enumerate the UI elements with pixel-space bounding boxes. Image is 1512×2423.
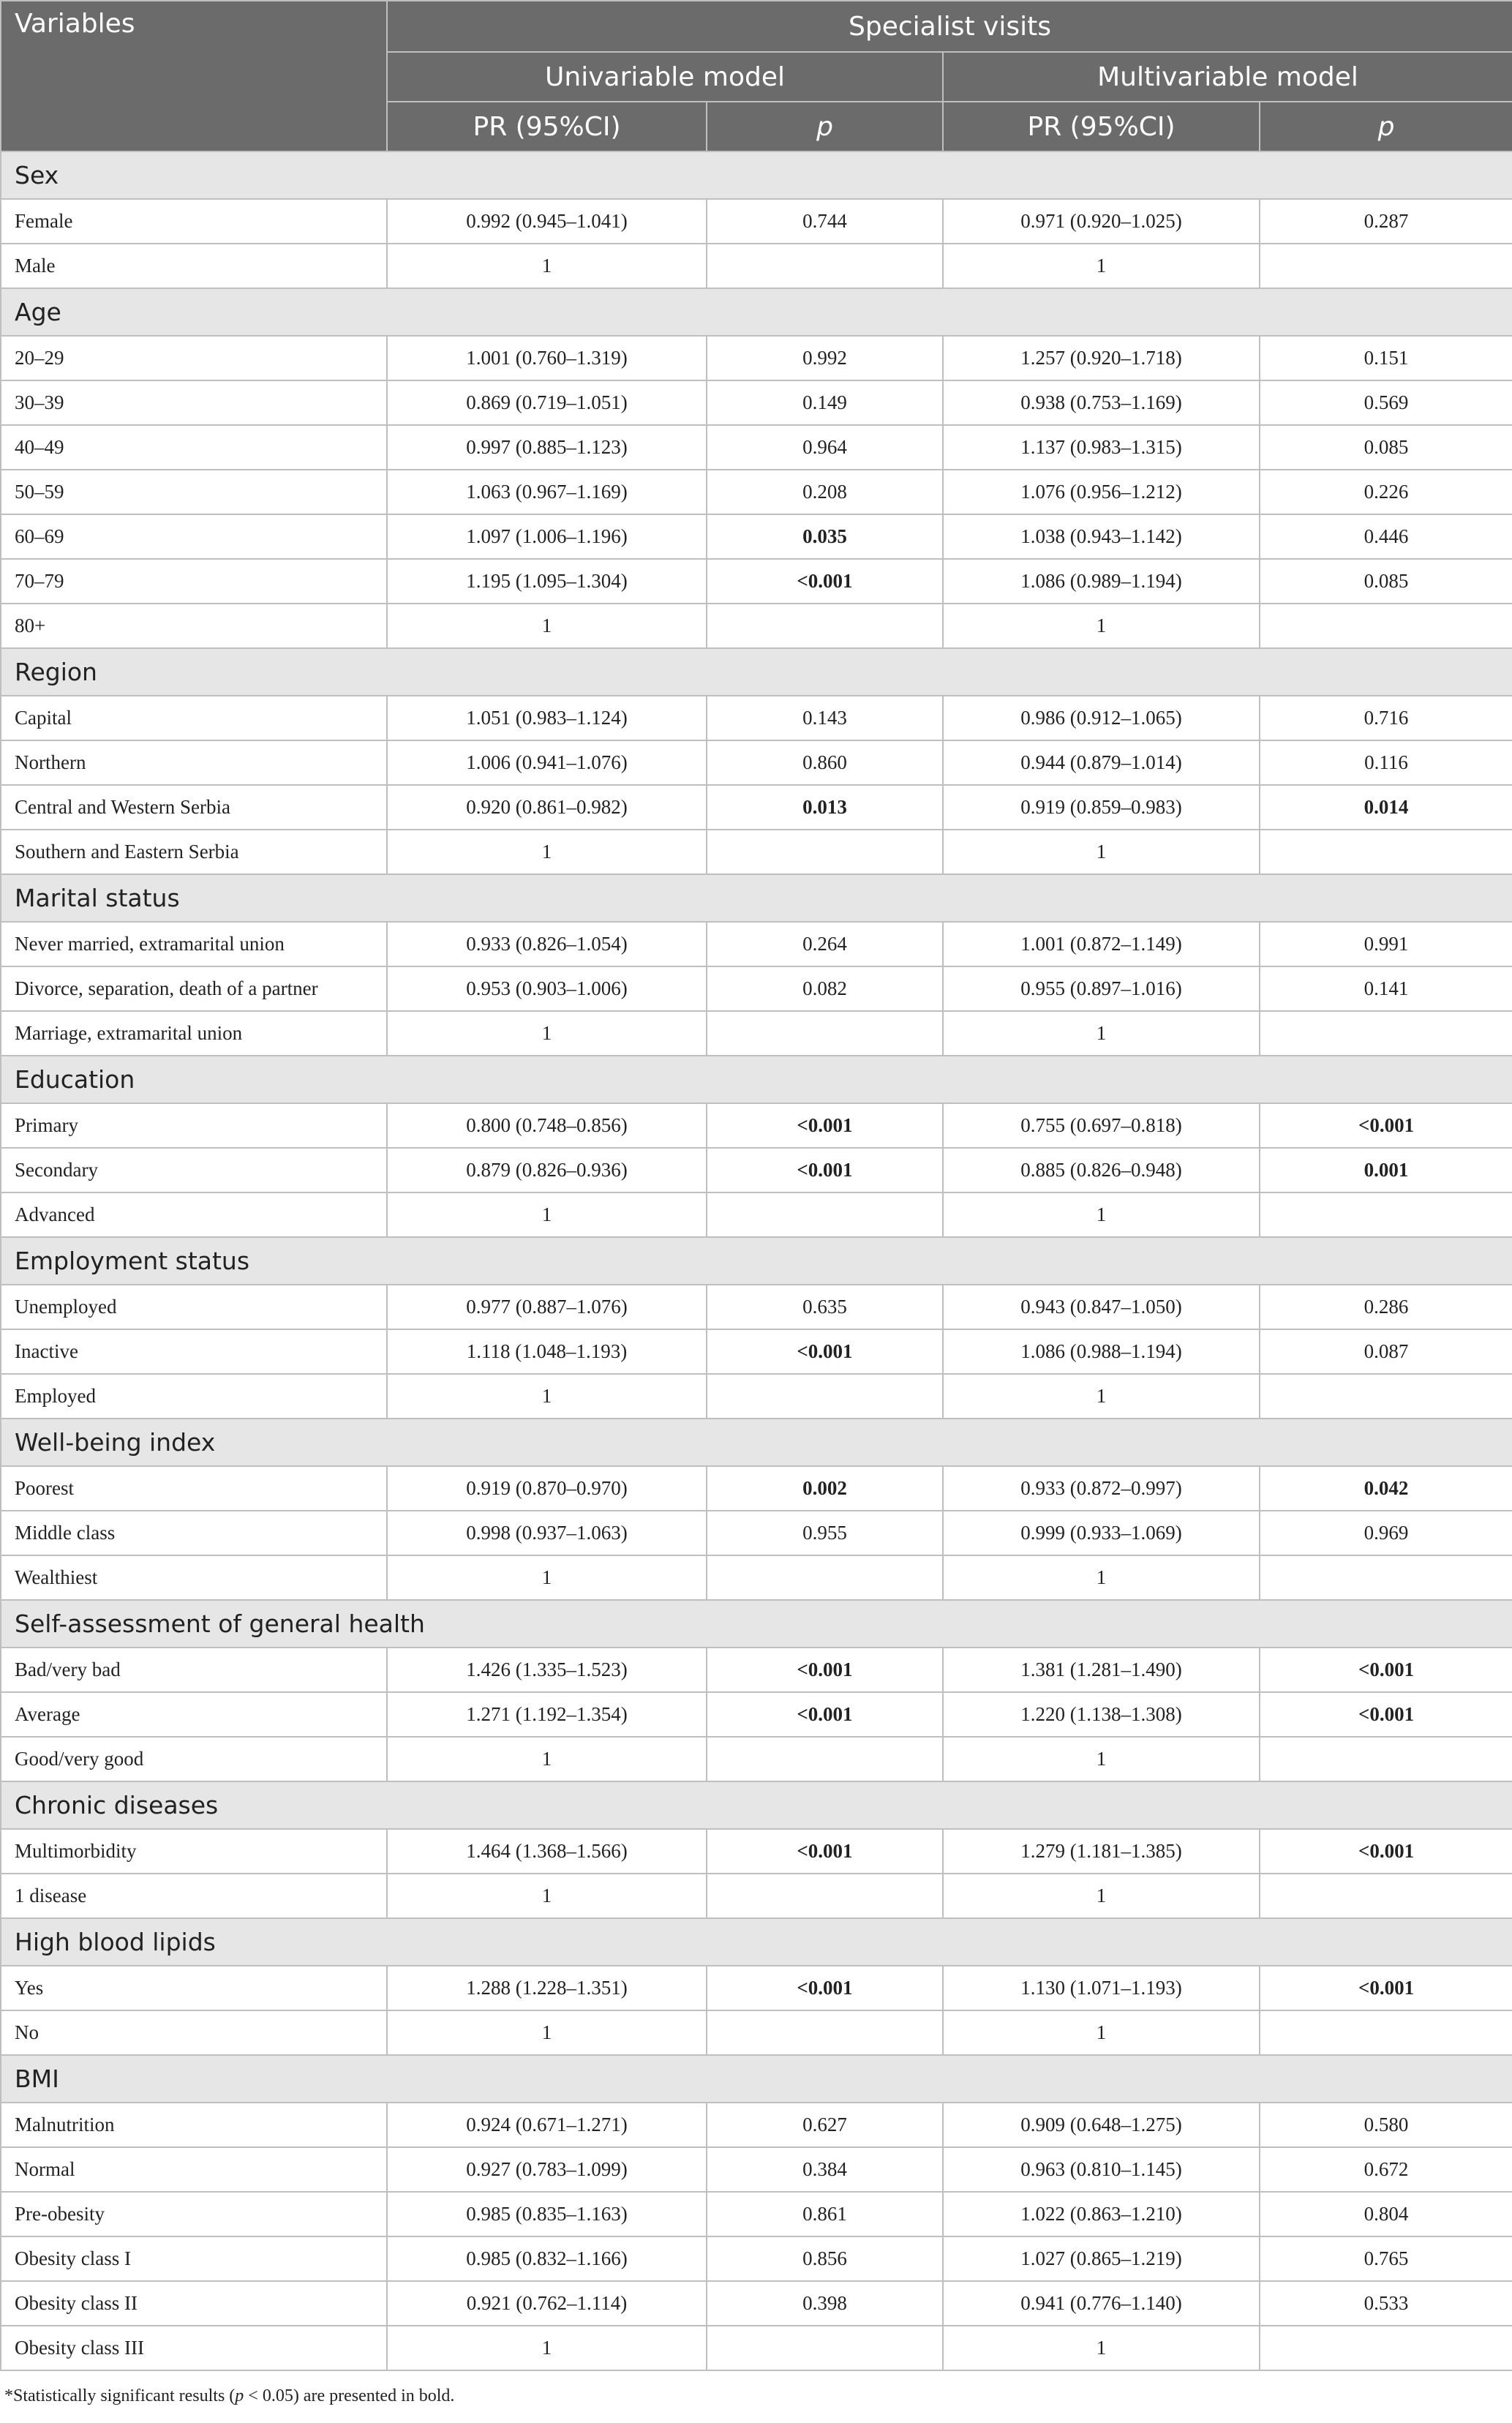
row-label: Central and Western Serbia [1,785,387,830]
row-label: Unemployed [1,1285,387,1329]
row-label: Divorce, separation, death of a partner [1,966,387,1011]
univariable-pr-cell: 1.426 (1.335–1.523) [387,1648,707,1692]
table-row [1,1692,1512,1737]
multivariable-pr-cell: 0.963 (0.810–1.145) [943,2147,1260,2192]
header-univariable: Univariable model [387,52,943,102]
multivariable-p-cell: 0.151 [1260,336,1512,380]
multivariable-pr-cell: 1.220 (1.138–1.308) [943,1692,1260,1737]
multivariable-pr-cell: 1.279 (1.181–1.385) [943,1829,1260,1874]
header-multivariable-pr: PR (95%CI) [943,102,1260,151]
row-label: Inactive [1,1329,387,1374]
multivariable-pr-cell: 1.038 (0.943–1.142) [943,514,1260,559]
multivariable-pr-cell: 0.885 (0.826–0.948) [943,1148,1260,1192]
multivariable-p-cell: 0.226 [1260,470,1512,514]
univariable-p-cell: 0.264 [707,922,943,966]
univariable-p-cell [707,244,943,288]
multivariable-pr-cell: 0.943 (0.847–1.050) [943,1285,1260,1329]
multivariable-p-cell: 0.672 [1260,2147,1512,2192]
footnote [4,2386,454,2406]
table-row [1,1148,1512,1192]
row-label: Employed [1,1374,387,1419]
group-title: Chronic diseases [1,1781,1512,1829]
group-title: Region [1,648,1512,696]
table-row [1,1555,1512,1600]
univariable-p-cell: 0.208 [707,470,943,514]
multivariable-p-cell: 0.085 [1260,559,1512,604]
multivariable-p-cell [1260,1192,1512,1237]
row-label: Bad/very bad [1,1648,387,1692]
univariable-pr-cell: 1.464 (1.368–1.566) [387,1829,707,1874]
multivariable-p-cell [1260,604,1512,648]
univariable-pr-cell: 0.953 (0.903–1.006) [387,966,707,1011]
group-header-row [1,874,1512,922]
table-row [1,1648,1512,1692]
univariable-pr-cell: 1 [387,1374,707,1419]
univariable-pr-cell: 1 [387,1737,707,1781]
univariable-pr-cell: 0.879 (0.826–0.936) [387,1148,707,1192]
univariable-p-cell: 0.635 [707,1285,943,1329]
group-header-row [1,1918,1512,1966]
univariable-pr-cell: 0.998 (0.937–1.063) [387,1511,707,1555]
table-row [1,2281,1512,2326]
univariable-pr-cell: 1 [387,2326,707,2370]
table-row [1,2103,1512,2147]
table-row [1,785,1512,830]
table-row [1,1466,1512,1511]
multivariable-p-cell: 0.286 [1260,1285,1512,1329]
row-label: 1 disease [1,1874,387,1918]
univariable-pr-cell: 1 [387,244,707,288]
row-label: Obesity class I [1,2236,387,2281]
row-label: Normal [1,2147,387,2192]
row-label: Average [1,1692,387,1737]
multivariable-pr-cell: 1 [943,830,1260,874]
group-title: Self-assessment of general health [1,1600,1512,1648]
multivariable-pr-cell: 1 [943,1555,1260,1600]
multivariable-pr-cell: 1.381 (1.281–1.490) [943,1648,1260,1692]
group-header-row [1,1056,1512,1103]
row-label: Obesity class III [1,2326,387,2370]
multivariable-pr-cell: 1.027 (0.865–1.219) [943,2236,1260,2281]
univariable-p-cell: 0.992 [707,336,943,380]
univariable-pr-cell: 1.063 (0.967–1.169) [387,470,707,514]
row-label: Wealthiest [1,1555,387,1600]
multivariable-pr-cell: 0.933 (0.872–0.997) [943,1466,1260,1511]
multivariable-p-cell [1260,830,1512,874]
univariable-p-cell: <0.001 [707,1829,943,1874]
row-label: Northern [1,740,387,785]
footnote-suffix: < 0.05) are presented in bold. [244,2386,455,2405]
multivariable-p-cell [1260,1011,1512,1056]
table-row [1,1285,1512,1329]
multivariable-pr-cell: 1.001 (0.872–1.149) [943,922,1260,966]
multivariable-pr-cell: 0.938 (0.753–1.169) [943,380,1260,425]
multivariable-p-cell [1260,2326,1512,2370]
row-label: Capital [1,696,387,740]
univariable-p-cell: <0.001 [707,1692,943,1737]
table-row [1,1829,1512,1874]
multivariable-p-cell: 0.001 [1260,1148,1512,1192]
univariable-pr-cell: 0.800 (0.748–0.856) [387,1103,707,1148]
univariable-p-cell: 0.035 [707,514,943,559]
univariable-pr-cell: 1.271 (1.192–1.354) [387,1692,707,1737]
multivariable-pr-cell: 1.137 (0.983–1.315) [943,425,1260,470]
univariable-p-cell: <0.001 [707,1103,943,1148]
table-row [1,922,1512,966]
row-label: Male [1,244,387,288]
univariable-pr-cell: 1 [387,830,707,874]
multivariable-pr-cell: 0.999 (0.933–1.069) [943,1511,1260,1555]
univariable-pr-cell: 1.118 (1.048–1.193) [387,1329,707,1374]
multivariable-pr-cell: 0.909 (0.648–1.275) [943,2103,1260,2147]
multivariable-pr-cell: 1 [943,1374,1260,1419]
multivariable-pr-cell: 0.971 (0.920–1.025) [943,199,1260,244]
univariable-p-cell [707,830,943,874]
table-row [1,1374,1512,1419]
group-header-row [1,288,1512,336]
row-label: Malnutrition [1,2103,387,2147]
univariable-pr-cell: 0.927 (0.783–1.099) [387,2147,707,2192]
multivariable-pr-cell: 1.086 (0.988–1.194) [943,1329,1260,1374]
table-row [1,1737,1512,1781]
row-label: 80+ [1,604,387,648]
univariable-pr-cell: 0.920 (0.861–0.982) [387,785,707,830]
row-label: Obesity class II [1,2281,387,2326]
table-body [1,151,1512,2370]
header-multivariable-p: p [1260,102,1512,151]
univariable-p-cell: 0.860 [707,740,943,785]
header-outcome: Specialist visits [387,1,1512,52]
univariable-pr-cell: 0.992 (0.945–1.041) [387,199,707,244]
group-title: Marital status [1,874,1512,922]
footnote-p-symbol: p [235,2386,244,2405]
multivariable-p-cell: 0.042 [1260,1466,1512,1511]
univariable-p-cell: 0.964 [707,425,943,470]
table-row [1,1966,1512,2010]
header-univariable-p: p [707,102,943,151]
multivariable-pr-cell: 0.755 (0.697–0.818) [943,1103,1260,1148]
univariable-pr-cell: 1 [387,1192,707,1237]
table-row [1,1103,1512,1148]
table-row [1,1011,1512,1056]
multivariable-p-cell: <0.001 [1260,1103,1512,1148]
univariable-pr-cell: 0.869 (0.719–1.051) [387,380,707,425]
group-header-row [1,2055,1512,2103]
table-row [1,2010,1512,2055]
univariable-p-cell [707,1737,943,1781]
row-label: 40–49 [1,425,387,470]
group-header-row [1,1237,1512,1285]
header-variables: Variables [1,1,387,151]
row-label: 70–79 [1,559,387,604]
multivariable-p-cell: <0.001 [1260,1966,1512,2010]
univariable-p-cell: 0.082 [707,966,943,1011]
row-label: Advanced [1,1192,387,1237]
multivariable-p-cell: <0.001 [1260,1829,1512,1874]
table-row [1,1874,1512,1918]
row-label: Female [1,199,387,244]
table-row [1,425,1512,470]
row-label: Primary [1,1103,387,1148]
row-label: Secondary [1,1148,387,1192]
univariable-pr-cell: 0.977 (0.887–1.076) [387,1285,707,1329]
row-label: Marriage, extramarital union [1,1011,387,1056]
univariable-p-cell [707,1011,943,1056]
group-title: Education [1,1056,1512,1103]
univariable-p-cell [707,1555,943,1600]
multivariable-pr-cell: 1 [943,1737,1260,1781]
row-label: Yes [1,1966,387,2010]
multivariable-p-cell: 0.716 [1260,696,1512,740]
univariable-p-cell [707,2010,943,2055]
multivariable-p-cell: 0.014 [1260,785,1512,830]
multivariable-pr-cell: 1.022 (0.863–1.210) [943,2192,1260,2236]
multivariable-pr-cell: 1.086 (0.989–1.194) [943,559,1260,604]
univariable-p-cell: 0.861 [707,2192,943,2236]
multivariable-pr-cell: 0.986 (0.912–1.065) [943,696,1260,740]
row-label: Good/very good [1,1737,387,1781]
univariable-p-cell [707,1192,943,1237]
multivariable-p-cell: 0.804 [1260,2192,1512,2236]
univariable-pr-cell: 1 [387,2010,707,2055]
univariable-pr-cell: 1 [387,604,707,648]
multivariable-p-cell [1260,2010,1512,2055]
univariable-p-cell: 0.744 [707,199,943,244]
table-row [1,380,1512,425]
univariable-pr-cell: 1.051 (0.983–1.124) [387,696,707,740]
row-label: Poorest [1,1466,387,1511]
univariable-p-cell: <0.001 [707,1648,943,1692]
table-row [1,696,1512,740]
univariable-p-cell: <0.001 [707,559,943,604]
group-header-row [1,151,1512,199]
univariable-p-cell [707,1874,943,1918]
univariable-pr-cell: 0.919 (0.870–0.970) [387,1466,707,1511]
multivariable-p-cell [1260,1737,1512,1781]
univariable-p-cell: 0.398 [707,2281,943,2326]
group-title: Sex [1,151,1512,199]
univariable-p-cell: <0.001 [707,1966,943,2010]
group-title: Well-being index [1,1419,1512,1466]
univariable-p-cell [707,2326,943,2370]
group-header-row [1,1781,1512,1829]
univariable-pr-cell: 1.097 (1.006–1.196) [387,514,707,559]
group-header-row [1,1419,1512,1466]
table-row [1,244,1512,288]
multivariable-pr-cell: 1 [943,1011,1260,1056]
multivariable-p-cell: 0.969 [1260,1511,1512,1555]
univariable-pr-cell: 1 [387,1555,707,1600]
univariable-p-cell: 0.627 [707,2103,943,2147]
univariable-pr-cell: 0.921 (0.762–1.114) [387,2281,707,2326]
group-title: BMI [1,2055,1512,2103]
row-label: Middle class [1,1511,387,1555]
multivariable-pr-cell: 0.941 (0.776–1.140) [943,2281,1260,2326]
univariable-pr-cell: 1.001 (0.760–1.319) [387,336,707,380]
multivariable-p-cell: 0.533 [1260,2281,1512,2326]
row-label: 50–59 [1,470,387,514]
multivariable-pr-cell: 1.076 (0.956–1.212) [943,470,1260,514]
multivariable-p-cell: <0.001 [1260,1648,1512,1692]
univariable-pr-cell: 0.933 (0.826–1.054) [387,922,707,966]
row-label: Multimorbidity [1,1829,387,1874]
group-header-row [1,648,1512,696]
footnote-prefix: *Statistically significant results ( [4,2386,236,2405]
group-title: High blood lipids [1,1918,1512,1966]
multivariable-p-cell [1260,1874,1512,1918]
table-row [1,1192,1512,1237]
multivariable-pr-cell: 1 [943,1192,1260,1237]
univariable-p-cell: 0.856 [707,2236,943,2281]
table-row [1,1511,1512,1555]
univariable-pr-cell: 1.195 (1.095–1.304) [387,559,707,604]
univariable-p-cell [707,604,943,648]
multivariable-p-cell [1260,244,1512,288]
univariable-p-cell: <0.001 [707,1148,943,1192]
table-row [1,966,1512,1011]
table-row [1,2326,1512,2370]
univariable-pr-cell: 1.288 (1.228–1.351) [387,1966,707,2010]
multivariable-pr-cell: 0.955 (0.897–1.016) [943,966,1260,1011]
group-header-row [1,1600,1512,1648]
univariable-pr-cell: 0.997 (0.885–1.123) [387,425,707,470]
multivariable-pr-cell: 0.944 (0.879–1.014) [943,740,1260,785]
row-label: Never married, extramarital union [1,922,387,966]
univariable-pr-cell: 0.985 (0.832–1.166) [387,2236,707,2281]
table-row [1,336,1512,380]
table-row [1,514,1512,559]
univariable-p-cell: <0.001 [707,1329,943,1374]
multivariable-pr-cell: 1 [943,244,1260,288]
table-row [1,470,1512,514]
multivariable-p-cell: 0.116 [1260,740,1512,785]
multivariable-p-cell: 0.087 [1260,1329,1512,1374]
table-row [1,2236,1512,2281]
univariable-pr-cell: 1 [387,1874,707,1918]
table-row [1,830,1512,874]
table-row [1,559,1512,604]
multivariable-pr-cell: 1 [943,2010,1260,2055]
row-label: 60–69 [1,514,387,559]
table-row [1,740,1512,785]
multivariable-p-cell [1260,1374,1512,1419]
univariable-p-cell: 0.013 [707,785,943,830]
univariable-pr-cell: 1 [387,1011,707,1056]
multivariable-pr-cell: 0.919 (0.859–0.983) [943,785,1260,830]
multivariable-p-cell: 0.569 [1260,380,1512,425]
row-label: 20–29 [1,336,387,380]
group-title: Employment status [1,1237,1512,1285]
multivariable-pr-cell: 1 [943,2326,1260,2370]
univariable-p-cell [707,1374,943,1419]
table-row [1,199,1512,244]
multivariable-p-cell: 0.141 [1260,966,1512,1011]
univariable-pr-cell: 1.006 (0.941–1.076) [387,740,707,785]
table-header [1,1,1512,151]
row-label: Pre-obesity [1,2192,387,2236]
univariable-pr-cell: 0.924 (0.671–1.271) [387,2103,707,2147]
multivariable-p-cell [1260,1555,1512,1600]
multivariable-pr-cell: 1.257 (0.920–1.718) [943,336,1260,380]
univariable-p-cell: 0.955 [707,1511,943,1555]
multivariable-pr-cell: 1 [943,1874,1260,1918]
multivariable-p-cell: 0.991 [1260,922,1512,966]
univariable-p-cell: 0.149 [707,380,943,425]
row-label: Southern and Eastern Serbia [1,830,387,874]
multivariable-p-cell: 0.446 [1260,514,1512,559]
univariable-p-cell: 0.002 [707,1466,943,1511]
multivariable-p-cell: 0.287 [1260,199,1512,244]
multivariable-p-cell: 0.085 [1260,425,1512,470]
table-row [1,2147,1512,2192]
multivariable-p-cell: <0.001 [1260,1692,1512,1737]
univariable-p-cell: 0.143 [707,696,943,740]
table-row [1,2192,1512,2236]
group-title: Age [1,288,1512,336]
header-multivariable: Multivariable model [943,52,1512,102]
table-row [1,1329,1512,1374]
multivariable-p-cell: 0.580 [1260,2103,1512,2147]
univariable-p-cell: 0.384 [707,2147,943,2192]
multivariable-p-cell: 0.765 [1260,2236,1512,2281]
row-label: 30–39 [1,380,387,425]
univariable-pr-cell: 0.985 (0.835–1.163) [387,2192,707,2236]
multivariable-pr-cell: 1.130 (1.071–1.193) [943,1966,1260,2010]
table-row [1,604,1512,648]
row-label: No [1,2010,387,2055]
multivariable-pr-cell: 1 [943,604,1260,648]
header-univariable-pr: PR (95%CI) [387,102,707,151]
